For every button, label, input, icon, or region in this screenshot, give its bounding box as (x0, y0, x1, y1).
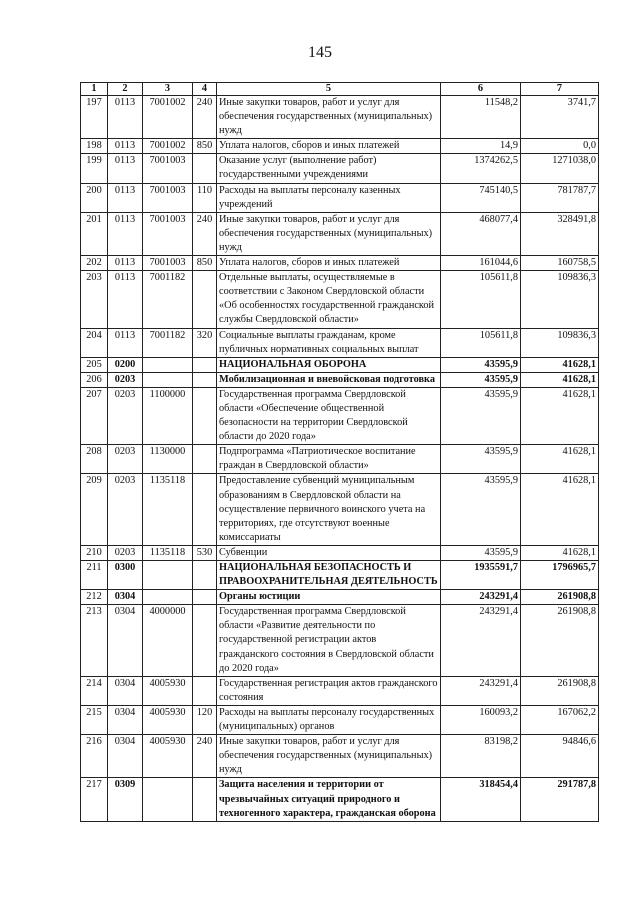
table-row (81, 778, 599, 821)
item-name-cell: Субвенции (217, 545, 441, 560)
target-article-cell (143, 590, 193, 605)
section-code-cell: 0309 (108, 778, 143, 821)
expense-type-cell: 530 (193, 545, 217, 560)
item-name-cell: Иные закупки товаров, работ и услуг для обеспечения государственных (муниципальных) нужд (217, 96, 441, 139)
amount-col6-cell: 1374262,5 (441, 154, 521, 183)
section-code-cell: 0113 (108, 328, 143, 357)
expense-type-cell (193, 778, 217, 821)
table-row (81, 676, 599, 705)
amount-col7-cell: 1796965,7 (521, 561, 599, 590)
target-article-cell: 4005930 (143, 735, 193, 778)
amount-col7-cell: 94846,6 (521, 735, 599, 778)
target-article-cell (143, 372, 193, 387)
target-article-cell: 7001003 (143, 256, 193, 271)
expense-type-cell (193, 372, 217, 387)
item-name-cell: Органы юстиции (217, 590, 441, 605)
amount-col6-cell: 43595,9 (441, 387, 521, 444)
amount-col6-cell: 1935591,7 (441, 561, 521, 590)
section-code-cell: 0200 (108, 357, 143, 372)
section-code-cell: 0203 (108, 474, 143, 545)
row-number-cell: 209 (81, 474, 108, 545)
section-code-cell: 0113 (108, 154, 143, 183)
amount-col7-cell: 109836,3 (521, 271, 599, 328)
amount-col7-cell: 167062,2 (521, 705, 599, 734)
row-number-cell: 212 (81, 590, 108, 605)
amount-col6-cell: 43595,9 (441, 372, 521, 387)
amount-col7-cell: 261908,8 (521, 590, 599, 605)
expense-type-cell: 240 (193, 96, 217, 139)
expense-type-cell: 320 (193, 328, 217, 357)
amount-col6-cell: 105611,8 (441, 328, 521, 357)
header-cell: 1 (81, 83, 108, 96)
table-row (81, 590, 599, 605)
amount-col6-cell: 243291,4 (441, 605, 521, 676)
amount-col6-cell: 43595,9 (441, 445, 521, 474)
amount-col6-cell: 745140,5 (441, 183, 521, 212)
header-cell: 5 (217, 83, 441, 96)
amount-col7-cell: 109836,3 (521, 328, 599, 357)
item-name-cell: Уплата налогов, сборов и иных платежей (217, 139, 441, 154)
table-row (81, 372, 599, 387)
amount-col6-cell: 160093,2 (441, 705, 521, 734)
section-code-cell: 0304 (108, 590, 143, 605)
item-name-cell: Государственная программа Свердловской области «Развитие деятельности по государственной регистрации актов гражданского состояния в Свердловской области до 2020 года» (217, 605, 441, 676)
amount-col7-cell: 41628,1 (521, 474, 599, 545)
row-number-cell: 216 (81, 735, 108, 778)
row-number-cell: 204 (81, 328, 108, 357)
amount-col7-cell: 41628,1 (521, 387, 599, 444)
row-number-cell: 206 (81, 372, 108, 387)
table-row (81, 474, 599, 545)
section-code-cell: 0304 (108, 705, 143, 734)
target-article-cell: 1135118 (143, 545, 193, 560)
section-code-cell: 0203 (108, 372, 143, 387)
expense-type-cell (193, 154, 217, 183)
section-code-cell: 0203 (108, 545, 143, 560)
row-number-cell: 215 (81, 705, 108, 734)
table-row (81, 154, 599, 183)
table-row (81, 705, 599, 734)
budget-table (80, 82, 599, 822)
section-code-cell: 0113 (108, 271, 143, 328)
row-number-cell: 214 (81, 676, 108, 705)
section-code-cell: 0113 (108, 256, 143, 271)
table-row (81, 271, 599, 328)
table-row (81, 212, 599, 255)
row-number-cell: 210 (81, 545, 108, 560)
item-name-cell: Подпрограмма «Патриотическое воспитание граждан в Свердловской области» (217, 445, 441, 474)
item-name-cell: Иные закупки товаров, работ и услуг для обеспечения государственных (муниципальных) нужд (217, 212, 441, 255)
amount-col6-cell: 14,9 (441, 139, 521, 154)
header-cell: 4 (193, 83, 217, 96)
section-code-cell: 0113 (108, 139, 143, 154)
amount-col6-cell: 161044,6 (441, 256, 521, 271)
target-article-cell: 7001003 (143, 183, 193, 212)
expense-type-cell: 110 (193, 183, 217, 212)
amount-col7-cell: 41628,1 (521, 372, 599, 387)
table-row (81, 256, 599, 271)
expense-type-cell (193, 590, 217, 605)
table-row (81, 735, 599, 778)
expense-type-cell (193, 271, 217, 328)
row-number-cell: 198 (81, 139, 108, 154)
amount-col7-cell: 781787,7 (521, 183, 599, 212)
table-row (81, 445, 599, 474)
section-code-cell: 0300 (108, 561, 143, 590)
expense-type-cell: 850 (193, 139, 217, 154)
table-row (81, 561, 599, 590)
amount-col6-cell: 318454,4 (441, 778, 521, 821)
item-name-cell: Уплата налогов, сборов и иных платежей (217, 256, 441, 271)
table-body (81, 96, 599, 822)
table-header-row (81, 83, 599, 96)
row-number-cell: 202 (81, 256, 108, 271)
row-number-cell: 207 (81, 387, 108, 444)
section-code-cell: 0304 (108, 605, 143, 676)
row-number-cell: 217 (81, 778, 108, 821)
target-article-cell: 7001003 (143, 154, 193, 183)
row-number-cell: 208 (81, 445, 108, 474)
item-name-cell: Государственная программа Свердловской области «Обеспечение общественной безопасности на территории Свердловской области до 2020 года» (217, 387, 441, 444)
row-number-cell: 197 (81, 96, 108, 139)
amount-col6-cell: 43595,9 (441, 357, 521, 372)
table-row (81, 139, 599, 154)
item-name-cell: Оказание услуг (выполнение работ) государственными учреждениями (217, 154, 441, 183)
item-name-cell: Расходы на выплаты персоналу казенных учреждений (217, 183, 441, 212)
item-name-cell: НАЦИОНАЛЬНАЯ БЕЗОПАСНОСТЬ И ПРАВООХРАНИТЕЛЬНАЯ ДЕЯТЕЛЬНОСТЬ (217, 561, 441, 590)
target-article-cell: 7001003 (143, 212, 193, 255)
target-article-cell: 1100000 (143, 387, 193, 444)
target-article-cell: 7001002 (143, 96, 193, 139)
page-number: 145 (308, 44, 332, 61)
expense-type-cell (193, 474, 217, 545)
amount-col6-cell: 243291,4 (441, 590, 521, 605)
amount-col7-cell: 3741,7 (521, 96, 599, 139)
item-name-cell: Мобилизационная и вневойсковая подготовка (217, 372, 441, 387)
item-name-cell: Государственная регистрация актов гражданского состояния (217, 676, 441, 705)
target-article-cell: 4000000 (143, 605, 193, 676)
amount-col7-cell: 328491,8 (521, 212, 599, 255)
item-name-cell: Социальные выплаты гражданам, кроме публичных нормативных социальных выплат (217, 328, 441, 357)
expense-type-cell (193, 387, 217, 444)
target-article-cell: 4005930 (143, 705, 193, 734)
amount-col7-cell: 41628,1 (521, 545, 599, 560)
item-name-cell: Отдельные выплаты, осуществляемые в соответствии с Законом Свердловской области «Об особенностях государственной гражданской службы Свердловской области» (217, 271, 441, 328)
amount-col6-cell: 468077,4 (441, 212, 521, 255)
section-code-cell: 0203 (108, 387, 143, 444)
expense-type-cell: 240 (193, 212, 217, 255)
table-row (81, 328, 599, 357)
header-cell: 3 (143, 83, 193, 96)
table-row (81, 605, 599, 676)
expense-type-cell (193, 605, 217, 676)
section-code-cell: 0113 (108, 183, 143, 212)
amount-col7-cell: 291787,8 (521, 778, 599, 821)
table-row (81, 183, 599, 212)
amount-col6-cell: 243291,4 (441, 676, 521, 705)
row-number-cell: 200 (81, 183, 108, 212)
row-number-cell: 201 (81, 212, 108, 255)
header-cell: 7 (521, 83, 599, 96)
table-row (81, 545, 599, 560)
amount-col7-cell: 261908,8 (521, 676, 599, 705)
target-article-cell: 7001182 (143, 328, 193, 357)
section-code-cell: 0113 (108, 96, 143, 139)
target-article-cell: 1135118 (143, 474, 193, 545)
expense-type-cell (193, 676, 217, 705)
item-name-cell: Защита населения и территории от чрезвычайных ситуаций природного и техногенного характера, гражданская оборона (217, 778, 441, 821)
table-row (81, 357, 599, 372)
row-number-cell: 205 (81, 357, 108, 372)
target-article-cell (143, 357, 193, 372)
row-number-cell: 203 (81, 271, 108, 328)
target-article-cell: 4005930 (143, 676, 193, 705)
target-article-cell: 7001182 (143, 271, 193, 328)
row-number-cell: 213 (81, 605, 108, 676)
expense-type-cell (193, 357, 217, 372)
amount-col7-cell: 41628,1 (521, 445, 599, 474)
target-article-cell: 1130000 (143, 445, 193, 474)
target-article-cell (143, 561, 193, 590)
amount-col7-cell: 41628,1 (521, 357, 599, 372)
section-code-cell: 0113 (108, 212, 143, 255)
amount-col6-cell: 43595,9 (441, 474, 521, 545)
amount-col6-cell: 105611,8 (441, 271, 521, 328)
header-cell: 6 (441, 83, 521, 96)
target-article-cell (143, 778, 193, 821)
item-name-cell: Предоставление субвенций муниципальным образованиям в Свердловской области на осуществление первичного воинского учета на территориях, где отсутствуют военные комиссариаты (217, 474, 441, 545)
header-cell: 2 (108, 83, 143, 96)
row-number-cell: 199 (81, 154, 108, 183)
table-row (81, 387, 599, 444)
expense-type-cell (193, 561, 217, 590)
item-name-cell: Иные закупки товаров, работ и услуг для обеспечения государственных (муниципальных) нужд (217, 735, 441, 778)
section-code-cell: 0203 (108, 445, 143, 474)
expense-type-cell: 120 (193, 705, 217, 734)
amount-col6-cell: 11548,2 (441, 96, 521, 139)
expense-type-cell (193, 445, 217, 474)
amount-col7-cell: 1271038,0 (521, 154, 599, 183)
item-name-cell: НАЦИОНАЛЬНАЯ ОБОРОНА (217, 357, 441, 372)
item-name-cell: Расходы на выплаты персоналу государственных (муниципальных) органов (217, 705, 441, 734)
row-number-cell: 211 (81, 561, 108, 590)
target-article-cell: 7001002 (143, 139, 193, 154)
amount-col7-cell: 261908,8 (521, 605, 599, 676)
amount-col6-cell: 43595,9 (441, 545, 521, 560)
amount-col7-cell: 160758,5 (521, 256, 599, 271)
expense-type-cell: 240 (193, 735, 217, 778)
section-code-cell: 0304 (108, 735, 143, 778)
section-code-cell: 0304 (108, 676, 143, 705)
amount-col6-cell: 83198,2 (441, 735, 521, 778)
expense-type-cell: 850 (193, 256, 217, 271)
table-row (81, 96, 599, 139)
amount-col7-cell: 0,0 (521, 139, 599, 154)
